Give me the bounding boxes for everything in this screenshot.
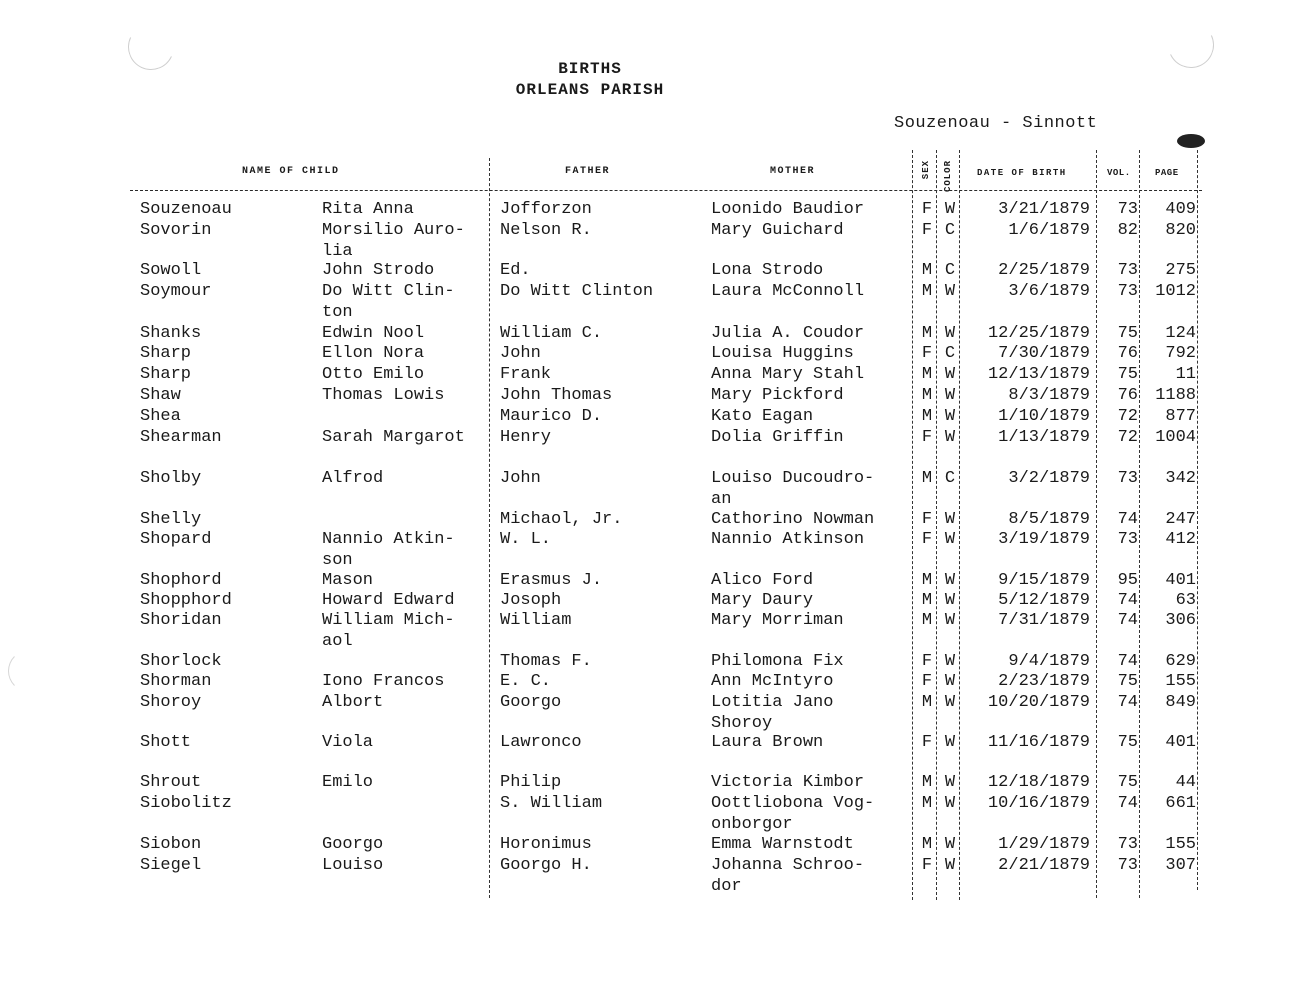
record-volume: 73 bbox=[1117, 835, 1138, 854]
column-header-father: FATHER bbox=[565, 166, 611, 177]
record-color: W bbox=[944, 591, 956, 610]
record-surname: Sharp bbox=[140, 365, 192, 384]
record-color: W bbox=[944, 200, 956, 219]
record-father: Horonimus bbox=[500, 835, 592, 854]
record-mother: Mary Guichard bbox=[711, 221, 844, 240]
record-date-of-birth: 1/6/1879 bbox=[1008, 221, 1090, 240]
record-father: Ed. bbox=[500, 261, 531, 280]
record-surname: Shelly bbox=[140, 510, 202, 529]
record-father: Michaol, Jr. bbox=[500, 510, 623, 529]
record-sex: F bbox=[921, 530, 933, 549]
record-volume: 73 bbox=[1117, 856, 1138, 875]
record-surname: Sholby bbox=[140, 469, 202, 488]
record-date-of-birth: 11/16/1879 bbox=[987, 733, 1090, 752]
record-volume: 75 bbox=[1117, 773, 1138, 792]
record-color: W bbox=[944, 510, 956, 529]
record-father: E. C. bbox=[500, 672, 552, 691]
column-header-date: DATE OF BIRTH bbox=[977, 168, 1067, 178]
column-header-mother: MOTHER bbox=[770, 166, 816, 177]
record-color: C bbox=[944, 221, 956, 240]
record-surname: Sowoll bbox=[140, 261, 202, 280]
record-child-name: Iono Francos bbox=[322, 672, 445, 691]
record-child-name: Rita Anna bbox=[322, 200, 414, 219]
record-surname: Shoridan bbox=[140, 611, 222, 630]
column-header-color: COLOR bbox=[943, 160, 953, 193]
record-page: 401 bbox=[1165, 733, 1196, 752]
record-child-name: Morsilio Auro- lia bbox=[322, 221, 465, 261]
record-color: W bbox=[944, 693, 956, 712]
record-surname: Souzenoau bbox=[140, 200, 232, 219]
record-child-name: Emilo bbox=[322, 773, 374, 792]
record-color: W bbox=[944, 835, 956, 854]
punch-hole-mark bbox=[1162, 16, 1221, 75]
record-sex: M bbox=[921, 571, 933, 590]
record-volume: 75 bbox=[1117, 672, 1138, 691]
record-child-name: Edwin Nool bbox=[322, 324, 425, 343]
record-page: 412 bbox=[1165, 530, 1196, 549]
record-sex: F bbox=[921, 428, 933, 447]
record-father: John Thomas bbox=[500, 386, 613, 405]
record-row bbox=[0, 856, 1292, 896]
record-date-of-birth: 3/6/1879 bbox=[1008, 282, 1090, 301]
record-surname: Shopard bbox=[140, 530, 212, 549]
record-volume: 74 bbox=[1117, 652, 1138, 671]
record-father: Frank bbox=[500, 365, 552, 384]
record-child-name: Do Witt Clin- ton bbox=[322, 282, 455, 322]
page-title: BIRTHS bbox=[558, 60, 622, 78]
record-surname: Shearman bbox=[140, 428, 222, 447]
record-surname: Shott bbox=[140, 733, 192, 752]
record-surname: Shrout bbox=[140, 773, 202, 792]
record-page: 1188 bbox=[1155, 386, 1196, 405]
record-sex: M bbox=[921, 693, 933, 712]
record-date-of-birth: 12/25/1879 bbox=[987, 324, 1090, 343]
record-child-name: Mason bbox=[322, 571, 374, 590]
record-sex: M bbox=[921, 261, 933, 280]
record-surname: Sharp bbox=[140, 344, 192, 363]
record-sex: M bbox=[921, 835, 933, 854]
record-father: Lawronco bbox=[500, 733, 582, 752]
record-row bbox=[0, 428, 1292, 468]
record-date-of-birth: 1/29/1879 bbox=[998, 835, 1090, 854]
record-volume: 74 bbox=[1117, 510, 1138, 529]
record-date-of-birth: 12/13/1879 bbox=[987, 365, 1090, 384]
record-date-of-birth: 9/4/1879 bbox=[1008, 652, 1090, 671]
record-color: W bbox=[944, 428, 956, 447]
record-date-of-birth: 2/25/1879 bbox=[998, 261, 1090, 280]
record-volume: 73 bbox=[1117, 261, 1138, 280]
record-row bbox=[0, 530, 1292, 570]
record-mother: Oottliobona Vog- onborgor bbox=[711, 794, 875, 834]
record-mother: Louiso Ducoudro- an bbox=[711, 469, 875, 509]
column-header-vol: VOL. bbox=[1107, 168, 1131, 178]
record-page: 877 bbox=[1165, 407, 1196, 426]
record-child-name: Goorgo bbox=[322, 835, 384, 854]
record-volume: 73 bbox=[1117, 469, 1138, 488]
record-mother: Victoria Kimbor bbox=[711, 773, 865, 792]
page-subtitle: ORLEANS PARISH bbox=[515, 81, 665, 99]
record-surname: Shopphord bbox=[140, 591, 232, 610]
record-father: Thomas F. bbox=[500, 652, 592, 671]
record-volume: 75 bbox=[1117, 365, 1138, 384]
record-sex: M bbox=[921, 365, 933, 384]
column-header-sex: SEX bbox=[921, 160, 931, 180]
record-color: W bbox=[944, 733, 956, 752]
record-surname: Sovorin bbox=[140, 221, 212, 240]
column-header-page: PAGE bbox=[1155, 168, 1179, 178]
record-row bbox=[0, 469, 1292, 509]
record-date-of-birth: 3/19/1879 bbox=[998, 530, 1090, 549]
record-page: 275 bbox=[1165, 261, 1196, 280]
record-color: C bbox=[944, 469, 956, 488]
record-mother: Dolia Griffin bbox=[711, 428, 844, 447]
record-father: Goorgo H. bbox=[500, 856, 592, 875]
record-sex: F bbox=[921, 652, 933, 671]
record-father: William bbox=[500, 611, 572, 630]
record-volume: 95 bbox=[1117, 571, 1138, 590]
record-father: S. William bbox=[500, 794, 603, 813]
record-surname: Siegel bbox=[140, 856, 202, 875]
record-volume: 82 bbox=[1117, 221, 1138, 240]
record-page: 409 bbox=[1165, 200, 1196, 219]
record-date-of-birth: 5/12/1879 bbox=[998, 591, 1090, 610]
record-date-of-birth: 10/16/1879 bbox=[987, 794, 1090, 813]
record-color: W bbox=[944, 672, 956, 691]
record-date-of-birth: 7/31/1879 bbox=[998, 611, 1090, 630]
record-father: Do Witt Clinton bbox=[500, 282, 654, 301]
record-page: 629 bbox=[1165, 652, 1196, 671]
record-father: John bbox=[500, 469, 541, 488]
record-page: 124 bbox=[1165, 324, 1196, 343]
record-child-name: Nannio Atkin- son bbox=[322, 530, 455, 570]
record-sex: M bbox=[921, 794, 933, 813]
record-color: W bbox=[944, 794, 956, 813]
record-mother: Laura McConnoll bbox=[711, 282, 865, 301]
record-child-name: Ellon Nora bbox=[322, 344, 425, 363]
record-child-name: Viola bbox=[322, 733, 374, 752]
record-mother: Julia A. Coudor bbox=[711, 324, 865, 343]
record-mother: Anna Mary Stahl bbox=[711, 365, 865, 384]
record-father: Jofforzon bbox=[500, 200, 592, 219]
record-volume: 74 bbox=[1117, 591, 1138, 610]
record-date-of-birth: 2/23/1879 bbox=[998, 672, 1090, 691]
record-date-of-birth: 8/3/1879 bbox=[1008, 386, 1090, 405]
record-date-of-birth: 9/15/1879 bbox=[998, 571, 1090, 590]
record-mother: Mary Daury bbox=[711, 591, 814, 610]
record-child-name: Sarah Margarot bbox=[322, 428, 465, 447]
record-father: Henry bbox=[500, 428, 552, 447]
record-sex: F bbox=[921, 856, 933, 875]
record-father: Philip bbox=[500, 773, 562, 792]
record-color: W bbox=[944, 611, 956, 630]
record-child-name: Alfrod bbox=[322, 469, 384, 488]
record-volume: 72 bbox=[1117, 407, 1138, 426]
record-color: W bbox=[944, 324, 956, 343]
record-page: 661 bbox=[1165, 794, 1196, 813]
record-page: 155 bbox=[1165, 672, 1196, 691]
record-volume: 75 bbox=[1117, 733, 1138, 752]
record-page: 1004 bbox=[1155, 428, 1196, 447]
record-color: W bbox=[944, 652, 956, 671]
record-mother: Kato Eagan bbox=[711, 407, 814, 426]
record-surname: Shanks bbox=[140, 324, 202, 343]
record-child-name: Otto Emilo bbox=[322, 365, 425, 384]
record-sex: M bbox=[921, 773, 933, 792]
record-page: 401 bbox=[1165, 571, 1196, 590]
record-volume: 73 bbox=[1117, 200, 1138, 219]
record-surname: Shaw bbox=[140, 386, 181, 405]
record-date-of-birth: 3/21/1879 bbox=[998, 200, 1090, 219]
record-mother: Loonido Baudior bbox=[711, 200, 865, 219]
record-page: 11 bbox=[1175, 365, 1196, 384]
record-page: 792 bbox=[1165, 344, 1196, 363]
record-child-name: Thomas Lowis bbox=[322, 386, 445, 405]
record-sex: F bbox=[921, 221, 933, 240]
record-father: William C. bbox=[500, 324, 603, 343]
record-color: W bbox=[944, 282, 956, 301]
record-sex: F bbox=[921, 344, 933, 363]
record-mother: Mary Morriman bbox=[711, 611, 844, 630]
record-page: 44 bbox=[1175, 773, 1196, 792]
record-page: 307 bbox=[1165, 856, 1196, 875]
record-sex: M bbox=[921, 282, 933, 301]
record-child-name: Howard Edward bbox=[322, 591, 455, 610]
punch-hole-mark bbox=[122, 18, 181, 77]
record-mother: Johanna Schroo- dor bbox=[711, 856, 865, 896]
record-mother: Nannio Atkinson bbox=[711, 530, 865, 549]
record-date-of-birth: 1/13/1879 bbox=[998, 428, 1090, 447]
record-color: W bbox=[944, 386, 956, 405]
record-father: W. L. bbox=[500, 530, 552, 549]
record-sex: M bbox=[921, 611, 933, 630]
record-volume: 72 bbox=[1117, 428, 1138, 447]
record-mother: Alico Ford bbox=[711, 571, 814, 590]
record-page: 820 bbox=[1165, 221, 1196, 240]
record-surname: Shophord bbox=[140, 571, 222, 590]
record-father: Goorgo bbox=[500, 693, 562, 712]
record-volume: 74 bbox=[1117, 794, 1138, 813]
record-mother: Laura Brown bbox=[711, 733, 824, 752]
record-date-of-birth: 8/5/1879 bbox=[1008, 510, 1090, 529]
record-volume: 74 bbox=[1117, 693, 1138, 712]
record-color: C bbox=[944, 261, 956, 280]
record-mother: Emma Warnstodt bbox=[711, 835, 854, 854]
record-child-name: John Strodo bbox=[322, 261, 435, 280]
record-sex: F bbox=[921, 200, 933, 219]
record-volume: 76 bbox=[1117, 344, 1138, 363]
record-mother: Cathorino Nowman bbox=[711, 510, 875, 529]
record-date-of-birth: 12/18/1879 bbox=[987, 773, 1090, 792]
record-sex: M bbox=[921, 469, 933, 488]
record-mother: Lotitia Jano Shoroy bbox=[711, 693, 834, 733]
record-mother: Louisa Huggins bbox=[711, 344, 854, 363]
name-range: Souzenoau - Sinnott bbox=[894, 114, 1098, 133]
record-page: 63 bbox=[1175, 591, 1196, 610]
record-volume: 75 bbox=[1117, 324, 1138, 343]
record-date-of-birth: 3/2/1879 bbox=[1008, 469, 1090, 488]
record-page: 849 bbox=[1165, 693, 1196, 712]
record-color: W bbox=[944, 856, 956, 875]
record-color: C bbox=[944, 344, 956, 363]
record-child-name: Louiso bbox=[322, 856, 384, 875]
header-rule bbox=[130, 190, 1202, 191]
record-page: 306 bbox=[1165, 611, 1196, 630]
record-row bbox=[0, 282, 1292, 322]
record-color: W bbox=[944, 530, 956, 549]
record-page: 247 bbox=[1165, 510, 1196, 529]
record-mother: Ann McIntyro bbox=[711, 672, 834, 691]
record-sex: M bbox=[921, 324, 933, 343]
record-sex: M bbox=[921, 386, 933, 405]
ink-stamp-mark bbox=[1177, 134, 1205, 148]
record-mother: Mary Pickford bbox=[711, 386, 844, 405]
record-volume: 74 bbox=[1117, 611, 1138, 630]
record-father: Nelson R. bbox=[500, 221, 592, 240]
record-volume: 73 bbox=[1117, 530, 1138, 549]
record-color: W bbox=[944, 365, 956, 384]
record-sex: F bbox=[921, 672, 933, 691]
record-row bbox=[0, 693, 1292, 733]
column-header-name: NAME OF CHILD bbox=[242, 166, 340, 177]
record-surname: Shea bbox=[140, 407, 181, 426]
record-date-of-birth: 7/30/1879 bbox=[998, 344, 1090, 363]
record-mother: Lona Strodo bbox=[711, 261, 824, 280]
record-mother: Philomona Fix bbox=[711, 652, 844, 671]
record-father: Maurico D. bbox=[500, 407, 603, 426]
record-row bbox=[0, 221, 1292, 261]
record-color: W bbox=[944, 571, 956, 590]
record-sex: F bbox=[921, 510, 933, 529]
record-page: 155 bbox=[1165, 835, 1196, 854]
record-page: 1012 bbox=[1155, 282, 1196, 301]
record-volume: 76 bbox=[1117, 386, 1138, 405]
record-father: Josoph bbox=[500, 591, 562, 610]
record-color: W bbox=[944, 407, 956, 426]
record-child-name: William Mich- aol bbox=[322, 611, 455, 651]
record-surname: Soymour bbox=[140, 282, 212, 301]
record-child-name: Albort bbox=[322, 693, 384, 712]
record-surname: Shorlock bbox=[140, 652, 222, 671]
record-father: John bbox=[500, 344, 541, 363]
record-row bbox=[0, 611, 1292, 651]
record-date-of-birth: 2/21/1879 bbox=[998, 856, 1090, 875]
record-color: W bbox=[944, 773, 956, 792]
record-father: Erasmus J. bbox=[500, 571, 603, 590]
record-surname: Shoroy bbox=[140, 693, 202, 712]
record-date-of-birth: 1/10/1879 bbox=[998, 407, 1090, 426]
record-page: 342 bbox=[1165, 469, 1196, 488]
record-row bbox=[0, 733, 1292, 773]
record-sex: M bbox=[921, 591, 933, 610]
record-row bbox=[0, 794, 1292, 834]
record-sex: F bbox=[921, 733, 933, 752]
record-date-of-birth: 10/20/1879 bbox=[987, 693, 1090, 712]
record-sex: M bbox=[921, 407, 933, 426]
record-surname: Siobon bbox=[140, 835, 202, 854]
record-surname: Shorman bbox=[140, 672, 212, 691]
record-surname: Siobolitz bbox=[140, 794, 232, 813]
record-volume: 73 bbox=[1117, 282, 1138, 301]
